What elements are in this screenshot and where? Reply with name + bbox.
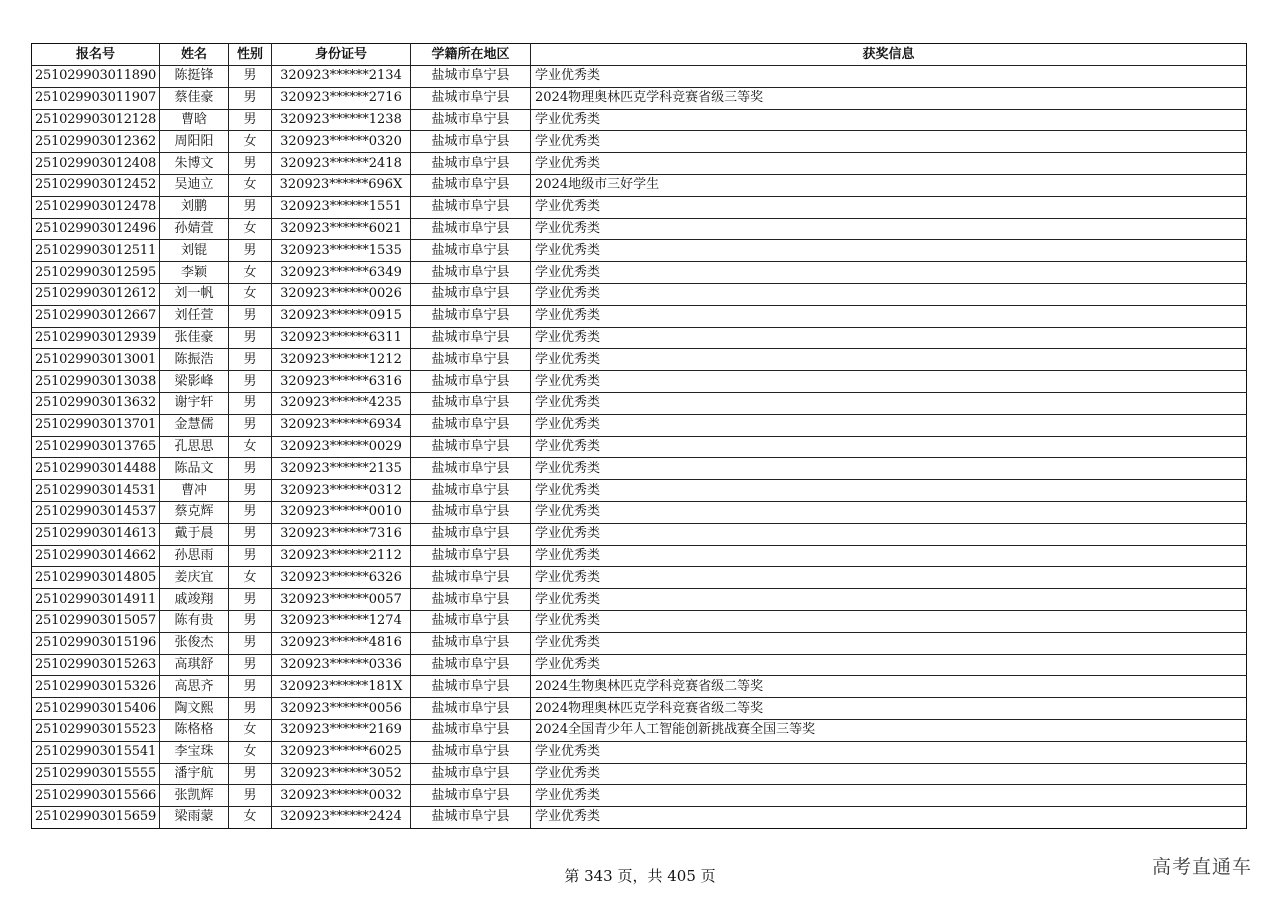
cell-registration-number: 251029903012452 (32, 174, 160, 196)
cell-region: 盐城市阜宁县 (411, 327, 531, 349)
cell-award-info: 学业优秀类 (531, 807, 1247, 829)
table-row (32, 523, 1247, 545)
table-row (32, 654, 1247, 676)
cell-gender: 男 (229, 87, 272, 109)
cell-name: 李颖 (160, 262, 229, 284)
table-row (32, 240, 1247, 262)
cell-name: 刘鹏 (160, 196, 229, 218)
table-row (32, 807, 1247, 829)
cell-gender: 男 (229, 371, 272, 393)
cell-region: 盐城市阜宁县 (411, 218, 531, 240)
cell-region: 盐城市阜宁县 (411, 807, 531, 829)
cell-id-number: 320923******0336 (272, 654, 411, 676)
cell-registration-number: 251029903015523 (32, 719, 160, 741)
cell-name: 李宝珠 (160, 741, 229, 763)
cell-gender: 女 (229, 174, 272, 196)
cell-region: 盐城市阜宁县 (411, 262, 531, 284)
cell-registration-number: 251029903015263 (32, 654, 160, 676)
cell-name: 陈挺锋 (160, 66, 229, 88)
header-region: 学籍所在地区 (411, 44, 531, 66)
cell-registration-number: 251029903012939 (32, 327, 160, 349)
cell-registration-number: 251029903013001 (32, 349, 160, 371)
cell-gender: 男 (229, 327, 272, 349)
cell-id-number: 320923******0915 (272, 305, 411, 327)
cell-id-number: 320923******6021 (272, 218, 411, 240)
cell-award-info: 2024物理奥林匹克学科竞赛省级三等奖 (531, 87, 1247, 109)
cell-award-info: 学业优秀类 (531, 632, 1247, 654)
cell-region: 盐城市阜宁县 (411, 545, 531, 567)
cell-award-info: 学业优秀类 (531, 262, 1247, 284)
cell-award-info: 学业优秀类 (531, 349, 1247, 371)
cell-registration-number: 251029903012362 (32, 131, 160, 153)
cell-region: 盐城市阜宁县 (411, 414, 531, 436)
cell-id-number: 320923******0057 (272, 589, 411, 611)
cell-registration-number: 251029903012478 (32, 196, 160, 218)
table-row (32, 66, 1247, 88)
cell-name: 陶文熙 (160, 698, 229, 720)
cell-id-number: 320923******2716 (272, 87, 411, 109)
table-row (32, 480, 1247, 502)
header-id-number: 身份证号 (272, 44, 411, 66)
cell-registration-number: 251029903013632 (32, 392, 160, 414)
table-header (32, 44, 1247, 66)
table-row (32, 589, 1247, 611)
cell-name: 金慧儒 (160, 414, 229, 436)
cell-id-number: 320923******4235 (272, 392, 411, 414)
cell-award-info: 学业优秀类 (531, 785, 1247, 807)
cell-registration-number: 251029903013701 (32, 414, 160, 436)
cell-name: 梁雨蒙 (160, 807, 229, 829)
header-registration-number: 报名号 (32, 44, 160, 66)
cell-registration-number: 251029903014613 (32, 523, 160, 545)
cell-award-info: 学业优秀类 (531, 589, 1247, 611)
cell-region: 盐城市阜宁县 (411, 174, 531, 196)
cell-gender: 男 (229, 763, 272, 785)
cell-name: 谢宇轩 (160, 392, 229, 414)
cell-id-number: 320923******2424 (272, 807, 411, 829)
cell-registration-number: 251029903012408 (32, 153, 160, 175)
cell-award-info: 学业优秀类 (531, 283, 1247, 305)
cell-id-number: 320923******0320 (272, 131, 411, 153)
cell-id-number: 320923******1535 (272, 240, 411, 262)
cell-award-info: 学业优秀类 (531, 109, 1247, 131)
cell-region: 盐城市阜宁县 (411, 109, 531, 131)
cell-name: 张佳豪 (160, 327, 229, 349)
table-row (32, 458, 1247, 480)
cell-award-info: 2024生物奥林匹克学科竞赛省级二等奖 (531, 676, 1247, 698)
cell-id-number: 320923******6311 (272, 327, 411, 349)
cell-registration-number: 251029903015555 (32, 763, 160, 785)
cell-name: 刘锟 (160, 240, 229, 262)
cell-name: 曹晗 (160, 109, 229, 131)
cell-name: 孙思雨 (160, 545, 229, 567)
cell-id-number: 320923******6934 (272, 414, 411, 436)
cell-gender: 女 (229, 131, 272, 153)
table-row (32, 545, 1247, 567)
cell-name: 周阳阳 (160, 131, 229, 153)
cell-gender: 女 (229, 567, 272, 589)
cell-gender: 男 (229, 196, 272, 218)
cell-gender: 男 (229, 392, 272, 414)
table-row (32, 196, 1247, 218)
cell-region: 盐城市阜宁县 (411, 785, 531, 807)
page-number: 第 343 页，共 405 页 (564, 867, 716, 885)
header-name: 姓名 (160, 44, 229, 66)
header-row (32, 44, 1247, 66)
cell-award-info: 学业优秀类 (531, 392, 1247, 414)
cell-region: 盐城市阜宁县 (411, 719, 531, 741)
cell-gender: 男 (229, 109, 272, 131)
cell-gender: 男 (229, 153, 272, 175)
cell-id-number: 320923******2112 (272, 545, 411, 567)
cell-region: 盐城市阜宁县 (411, 283, 531, 305)
cell-id-number: 320923******6349 (272, 262, 411, 284)
cell-region: 盐城市阜宁县 (411, 741, 531, 763)
cell-award-info: 学业优秀类 (531, 480, 1247, 502)
cell-registration-number: 251029903012511 (32, 240, 160, 262)
table-row (32, 153, 1247, 175)
cell-id-number: 320923******4816 (272, 632, 411, 654)
cell-gender: 男 (229, 698, 272, 720)
cell-name: 陈品文 (160, 458, 229, 480)
cell-name: 张俊杰 (160, 632, 229, 654)
table-row (32, 174, 1247, 196)
cell-region: 盐城市阜宁县 (411, 610, 531, 632)
cell-id-number: 320923******6025 (272, 741, 411, 763)
table-row (32, 698, 1247, 720)
cell-region: 盐城市阜宁县 (411, 632, 531, 654)
cell-registration-number: 251029903015541 (32, 741, 160, 763)
cell-name: 蔡佳豪 (160, 87, 229, 109)
cell-registration-number: 251029903011890 (32, 66, 160, 88)
cell-id-number: 320923******3052 (272, 763, 411, 785)
cell-id-number: 320923******0032 (272, 785, 411, 807)
cell-region: 盐城市阜宁县 (411, 698, 531, 720)
table-row (32, 283, 1247, 305)
cell-award-info: 2024地级市三好学生 (531, 174, 1247, 196)
cell-gender: 男 (229, 501, 272, 523)
cell-registration-number: 251029903015057 (32, 610, 160, 632)
cell-region: 盐城市阜宁县 (411, 763, 531, 785)
cell-award-info: 学业优秀类 (531, 153, 1247, 175)
cell-gender: 男 (229, 458, 272, 480)
cell-id-number: 320923******2169 (272, 719, 411, 741)
cell-name: 高琪舒 (160, 654, 229, 676)
cell-region: 盐城市阜宁县 (411, 523, 531, 545)
table-row (32, 741, 1247, 763)
cell-award-info: 学业优秀类 (531, 414, 1247, 436)
cell-award-info: 学业优秀类 (531, 458, 1247, 480)
cell-region: 盐城市阜宁县 (411, 567, 531, 589)
cell-registration-number: 251029903015326 (32, 676, 160, 698)
table-row (32, 610, 1247, 632)
table-row (32, 218, 1247, 240)
cell-name: 陈格格 (160, 719, 229, 741)
cell-award-info: 学业优秀类 (531, 218, 1247, 240)
cell-award-info: 2024全国青少年人工智能创新挑战赛全国三等奖 (531, 719, 1247, 741)
cell-region: 盐城市阜宁县 (411, 654, 531, 676)
cell-name: 陈有贵 (160, 610, 229, 632)
cell-id-number: 320923******0010 (272, 501, 411, 523)
cell-award-info: 学业优秀类 (531, 196, 1247, 218)
cell-name: 陈振浩 (160, 349, 229, 371)
cell-gender: 男 (229, 414, 272, 436)
cell-region: 盐城市阜宁县 (411, 196, 531, 218)
table-row (32, 414, 1247, 436)
cell-region: 盐城市阜宁县 (411, 305, 531, 327)
cell-award-info: 2024物理奥林匹克学科竞赛省级二等奖 (531, 698, 1247, 720)
cell-award-info: 学业优秀类 (531, 305, 1247, 327)
cell-gender: 男 (229, 305, 272, 327)
table-row (32, 785, 1247, 807)
cell-award-info: 学业优秀类 (531, 523, 1247, 545)
cell-name: 刘任萱 (160, 305, 229, 327)
cell-gender: 男 (229, 349, 272, 371)
table-row (32, 131, 1247, 153)
cell-id-number: 320923******6316 (272, 371, 411, 393)
cell-registration-number: 251029903014488 (32, 458, 160, 480)
cell-region: 盐城市阜宁县 (411, 371, 531, 393)
cell-gender: 女 (229, 436, 272, 458)
cell-registration-number: 251029903012128 (32, 109, 160, 131)
cell-name: 姜庆宜 (160, 567, 229, 589)
cell-id-number: 320923******181X (272, 676, 411, 698)
header-gender: 性别 (229, 44, 272, 66)
cell-gender: 女 (229, 218, 272, 240)
cell-registration-number: 251029903012667 (32, 305, 160, 327)
cell-registration-number: 251029903014911 (32, 589, 160, 611)
cell-registration-number: 251029903014537 (32, 501, 160, 523)
cell-gender: 男 (229, 632, 272, 654)
cell-award-info: 学业优秀类 (531, 501, 1247, 523)
cell-award-info: 学业优秀类 (531, 66, 1247, 88)
cell-name: 潘宇航 (160, 763, 229, 785)
cell-name: 高思齐 (160, 676, 229, 698)
table-row (32, 262, 1247, 284)
cell-gender: 男 (229, 523, 272, 545)
cell-gender: 女 (229, 719, 272, 741)
cell-registration-number: 251029903014531 (32, 480, 160, 502)
cell-registration-number: 251029903015566 (32, 785, 160, 807)
cell-gender: 男 (229, 545, 272, 567)
cell-gender: 男 (229, 785, 272, 807)
cell-award-info: 学业优秀类 (531, 240, 1247, 262)
cell-name: 孔思思 (160, 436, 229, 458)
cell-registration-number: 251029903015659 (32, 807, 160, 829)
cell-gender: 男 (229, 610, 272, 632)
table-row (32, 87, 1247, 109)
table-row (32, 371, 1247, 393)
cell-region: 盐城市阜宁县 (411, 131, 531, 153)
cell-award-info: 学业优秀类 (531, 371, 1247, 393)
table-row (32, 305, 1247, 327)
cell-id-number: 320923******0312 (272, 480, 411, 502)
table-body (32, 66, 1247, 829)
cell-registration-number: 251029903013038 (32, 371, 160, 393)
cell-name: 张凯辉 (160, 785, 229, 807)
cell-region: 盐城市阜宁县 (411, 458, 531, 480)
table-row (32, 632, 1247, 654)
cell-award-info: 学业优秀类 (531, 545, 1247, 567)
cell-registration-number: 251029903014805 (32, 567, 160, 589)
cell-region: 盐城市阜宁县 (411, 240, 531, 262)
awards-table (31, 43, 1247, 829)
cell-name: 蔡克辉 (160, 501, 229, 523)
cell-award-info: 学业优秀类 (531, 610, 1247, 632)
table-row (32, 567, 1247, 589)
cell-name: 吴迪立 (160, 174, 229, 196)
cell-registration-number: 251029903012496 (32, 218, 160, 240)
cell-gender: 男 (229, 676, 272, 698)
cell-registration-number: 251029903015406 (32, 698, 160, 720)
cell-id-number: 320923******1238 (272, 109, 411, 131)
cell-award-info: 学业优秀类 (531, 131, 1247, 153)
cell-region: 盐城市阜宁县 (411, 589, 531, 611)
cell-registration-number: 251029903011907 (32, 87, 160, 109)
cell-award-info: 学业优秀类 (531, 654, 1247, 676)
table-row (32, 763, 1247, 785)
cell-award-info: 学业优秀类 (531, 327, 1247, 349)
cell-registration-number: 251029903012612 (32, 283, 160, 305)
cell-registration-number: 251029903012595 (32, 262, 160, 284)
cell-gender: 女 (229, 741, 272, 763)
cell-award-info: 学业优秀类 (531, 741, 1247, 763)
cell-name: 朱博文 (160, 153, 229, 175)
cell-name: 刘一帆 (160, 283, 229, 305)
cell-award-info: 学业优秀类 (531, 763, 1247, 785)
header-award-info: 获奖信息 (531, 44, 1247, 66)
cell-registration-number: 251029903013765 (32, 436, 160, 458)
cell-id-number: 320923******1212 (272, 349, 411, 371)
cell-region: 盐城市阜宁县 (411, 676, 531, 698)
watermark-text: 高考直通车 (1151, 856, 1252, 878)
cell-region: 盐城市阜宁县 (411, 349, 531, 371)
cell-gender: 男 (229, 654, 272, 676)
table-row (32, 392, 1247, 414)
cell-id-number: 320923******1274 (272, 610, 411, 632)
cell-id-number: 320923******6326 (272, 567, 411, 589)
cell-id-number: 320923******0026 (272, 283, 411, 305)
cell-id-number: 320923******2135 (272, 458, 411, 480)
cell-registration-number: 251029903014662 (32, 545, 160, 567)
cell-region: 盐城市阜宁县 (411, 392, 531, 414)
table-row (32, 327, 1247, 349)
table-row (32, 501, 1247, 523)
cell-gender: 男 (229, 240, 272, 262)
cell-region: 盐城市阜宁县 (411, 436, 531, 458)
cell-region: 盐城市阜宁县 (411, 66, 531, 88)
cell-gender: 女 (229, 262, 272, 284)
cell-region: 盐城市阜宁县 (411, 480, 531, 502)
table-row (32, 719, 1247, 741)
cell-id-number: 320923******2134 (272, 66, 411, 88)
cell-id-number: 320923******7316 (272, 523, 411, 545)
cell-id-number: 320923******0029 (272, 436, 411, 458)
cell-name: 曹冲 (160, 480, 229, 502)
cell-gender: 男 (229, 480, 272, 502)
cell-name: 戴于晨 (160, 523, 229, 545)
cell-name: 孙婧萱 (160, 218, 229, 240)
table-row (32, 109, 1247, 131)
cell-id-number: 320923******0056 (272, 698, 411, 720)
table-row (32, 436, 1247, 458)
cell-region: 盐城市阜宁县 (411, 153, 531, 175)
cell-name: 戚竣翔 (160, 589, 229, 611)
cell-gender: 男 (229, 589, 272, 611)
cell-id-number: 320923******696X (272, 174, 411, 196)
cell-award-info: 学业优秀类 (531, 436, 1247, 458)
cell-gender: 男 (229, 66, 272, 88)
cell-award-info: 学业优秀类 (531, 567, 1247, 589)
cell-registration-number: 251029903015196 (32, 632, 160, 654)
table-row (32, 349, 1247, 371)
cell-name: 梁影峰 (160, 371, 229, 393)
cell-region: 盐城市阜宁县 (411, 87, 531, 109)
cell-id-number: 320923******2418 (272, 153, 411, 175)
cell-gender: 女 (229, 283, 272, 305)
cell-region: 盐城市阜宁县 (411, 501, 531, 523)
cell-gender: 女 (229, 807, 272, 829)
cell-id-number: 320923******1551 (272, 196, 411, 218)
table-row (32, 676, 1247, 698)
